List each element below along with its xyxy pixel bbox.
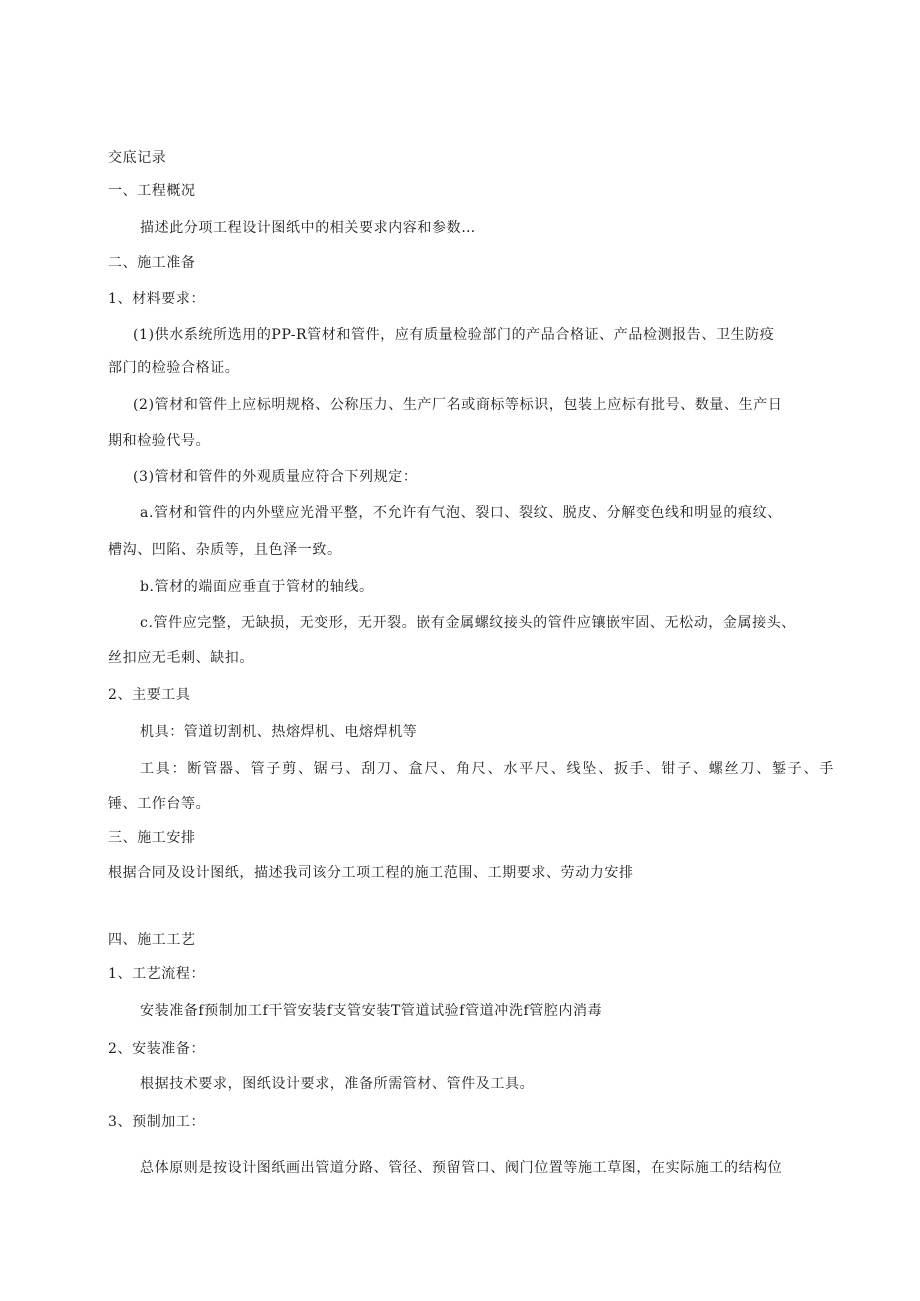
document-title: 交底记录 [108,150,167,166]
appearance-rule-b: b.管材的端面应垂直于管材的轴线。 [140,579,374,595]
arrangement-text: 根据合同及设计图纸，描述我司该分工项工程的施工范围、工期要求、劳动力安排 [108,865,634,881]
section-heading-process: 四、施工工艺 [108,932,196,948]
prefabrication-text: 总体原则是按设计图纸画出管道分路、管径、预留管口、阀门位置等施工草图，在实际施工的结构位 [140,1160,783,1176]
section-heading-preparation: 二、施工准备 [108,255,196,271]
appearance-rule-c-line-2: 丝扣应无毛刺、缺扣。 [108,650,254,666]
material-item-1-line-2: 部门的检验合格证。 [108,360,240,376]
subheading-prefabrication: 3、预制加工： [108,1114,206,1130]
material-item-1-line-1: (1)供水系统所选用的PP-R管材和管件，应有质量检验部门的产品合格证、产品检测报告、卫生防疫 [133,327,775,343]
tools-list-line-1: 工具：断管器、管子剪、锯弓、刮刀、盒尺、角尺、水平尺、线坠、扳手、钳子、螺丝刀、錾子、手 [140,761,836,777]
section-heading-arrangement: 三、施工安排 [108,830,196,846]
material-item-2-line-1: (2)管材和管件上应标明规格、公称压力、生产厂名或商标等标识，包装上应标有批号、数量、生产日 [133,397,783,413]
appearance-rule-c-line-1: c.管件应完整，无缺损，无变形，无开裂。嵌有金属螺纹接头的管件应镶嵌牢固、无松动，金属接头、 [140,615,796,631]
subheading-main-tools: 2、主要工具 [108,687,191,703]
subheading-process-flow: 1、工艺流程： [108,966,206,982]
appearance-rule-a-line-2: 槽沟、凹陷、杂质等，且色泽一致。 [108,542,342,558]
material-item-2-line-2: 期和检验代号。 [108,433,211,449]
appearance-rule-a-line-1: a.管材和管件的内外壁应光滑平整，不允许有气泡、裂口、裂纹、脱皮、分解变色线和明显的痕纹、 [140,505,782,521]
section-heading-overview: 一、工程概况 [108,183,196,199]
process-flow-text: 安装准备f预制加工f干管安装f支管安装T管道试验f管道冲洗f管腔内消毒 [140,1003,603,1019]
overview-text: 描述此分项工程设计图纸中的相关要求内容和参数… [140,220,476,236]
subheading-installation-prep: 2、安装准备： [108,1041,206,1057]
subheading-material-requirements: 1、材料要求： [108,291,206,307]
machines-list: 机具：管道切割机、热熔焊机、电熔焊机等 [140,724,418,740]
tools-list-line-2: 锤、工作台等。 [108,796,211,812]
installation-prep-text: 根据技术要求，图纸设计要求，准备所需管材、管件及工具。 [140,1076,535,1092]
material-item-3: (3)管材和管件的外观质量应符合下列规定： [133,469,418,485]
